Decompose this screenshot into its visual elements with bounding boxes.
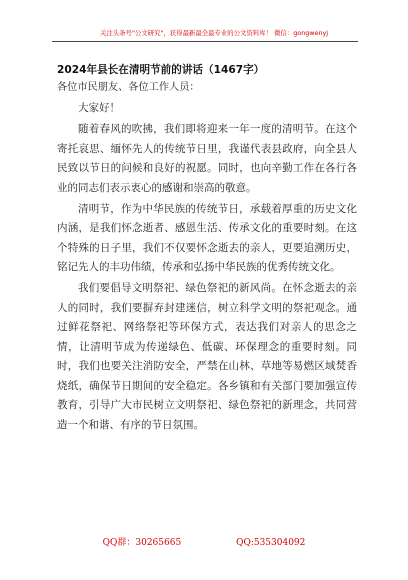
footer-qq-contact: QQ:535304092 bbox=[236, 538, 306, 548]
paragraph-3: 我们要倡导文明祭祀、绿色祭祀的新风尚。在怀念逝去的亲人的同时，我们要摒弃封建迷信，树立科学文明的祭祀观念。通过鲜花祭祀、网络祭祀等环保方式，表达我们对亲人的思念之情，让清明节成为传递绿色、低碳、环保理念的重要时刻。同时，我们也要关注消防安全，严禁在山林、草地等易燃区域焚香烧纸，确保节日期间的安全稳定。各乡镇和有关部门要加强宣传教育，引导广大市民树立文明祭祀、绿色祭祀的新理念，共同营造一个和谐、有序的节日氛围。 bbox=[57, 282, 357, 431]
header-banner: 关注头条号"公文研究"，获得最新最全最专业的公文资料库！ 微信：gongwenyj bbox=[100, 29, 329, 37]
document-body bbox=[57, 99, 357, 437]
salutation: 各位市民朋友、各位工作人员： bbox=[57, 82, 200, 93]
footer bbox=[0, 536, 408, 550]
paragraph-1: 随着春风的吹拂，我们即将迎来一年一度的清明节。在这个寄托哀思、缅怀先人的传统节日里，我谨代表县政府，向全县人民致以节日的问候和良好的祝愿。同时，也向辛勤工作在各行各业的同志们表示衷心的感谢和崇高的敬意。 bbox=[57, 123, 357, 194]
document-title: 2024年县长在清明节前的讲话（1467字） bbox=[57, 64, 265, 76]
header-divider bbox=[52, 41, 358, 42]
footer-qq-group: QQ群：30265665 bbox=[102, 538, 182, 548]
greeting: 大家好！ bbox=[78, 102, 120, 114]
paragraph-2: 清明节，作为中华民族的传统节日，承载着厚重的历史文化内涵，是我们怀念逝者、感恩生活、传承文化的重要时刻。在这个特殊的日子里，我们不仅要怀念逝去的亲人，更要追溯历史，铭记先人的丰功伟绩，传承和弘扬中华民族的优秀传统文化。 bbox=[57, 202, 357, 273]
